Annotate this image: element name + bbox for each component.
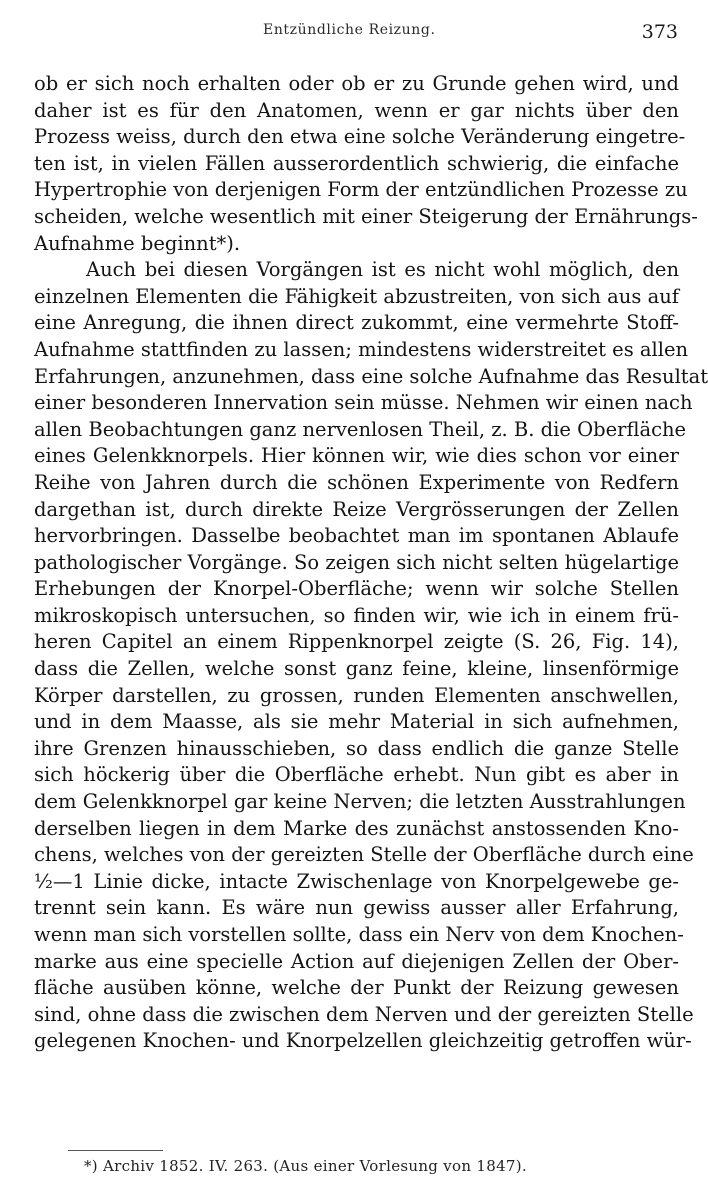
text-line: marke aus eine specielle Action auf diejenigen Zellen der Ober- — [34, 949, 679, 973]
text-line: scheiden, welche wesentlich mit einer Steigerung der Ernährungs- — [34, 204, 698, 228]
text-line: wenn man sich vorstellen sollte, dass ein Nerv von dem Knochen- — [34, 923, 684, 946]
text-line: dass die Zellen, welche sonst ganz feine, kleine, linsenförmige — [34, 657, 679, 681]
text-line: Aufnahme stattfinden zu lassen; mindestens widerstreitet es allen — [34, 337, 689, 361]
text-line: ½—1 Linie dicke, intacte Zwischenlage von Knorpelgewebe ge- — [34, 869, 679, 893]
page-number: 373 — [641, 21, 678, 43]
text-line: sind, ohne dass die zwischen dem Nerven und der gereizten Stelle — [34, 1002, 694, 1026]
paragraph-end-line: Aufnahme beginnt*). — [34, 231, 241, 255]
text-line: eine Anregung, die ihnen direct zukommt, eine vermehrte Stoff- — [34, 311, 679, 335]
text-line: gelegenen Knochen- und Knorpelzellen gleichzeitig getroffen wür- — [34, 1029, 692, 1053]
text-line: dargethan ist, durch direkte Reize Vergrösserungen der Zellen — [34, 497, 679, 521]
text-line: derselben liegen in dem Marke des zunächst anstossenden Kno- — [34, 816, 679, 840]
text-line: Prozess weiss, durch den etwa eine solche Veränderung eingetre- — [34, 125, 686, 149]
text-line: Reihe von Jahren durch die schönen Experimente von Redfern — [34, 470, 679, 494]
running-title: Entzündliche Reizung. — [263, 22, 436, 38]
text-line: einer besonderen Innervation sein müsse. Nehmen wir einen nach — [34, 391, 693, 415]
text-line: und in dem Maasse, als sie mehr Material in sich aufnehmen, — [34, 710, 679, 734]
text-line: eines Gelenkknorpels. Hier können wir, wie dies schon vor einer — [34, 444, 679, 468]
paragraph-start-line: Auch bei diesen Vorgängen ist es nicht wohl möglich, den — [86, 258, 679, 282]
main-text-block — [34, 71, 708, 1055]
text-line: Körper darstellen, zu grossen, runden Elementen anschwellen, — [34, 683, 679, 707]
text-line: hervorbringen. Dasselbe beobachtet man im spontanen Ablaufe — [34, 524, 679, 548]
text-line: daher ist es für den Anatomen, wenn er gar nichts über den — [34, 98, 679, 122]
text-line: pathologischer Vorgänge. So zeigen sich nicht selten hügelartige — [34, 550, 679, 574]
text-line: fläche ausüben könne, welche der Punkt der Reizung gewesen — [34, 976, 679, 1000]
text-line: chens, welches von der gereizten Stelle der Oberfläche durch eine — [34, 843, 694, 867]
footnote-rule — [68, 1150, 163, 1151]
text-line: dem Gelenkknorpel gar keine Nerven; die letzten Ausstrahlungen — [34, 790, 686, 814]
text-line: ten ist, in vielen Fällen ausserordentlich schwierig, die einfache — [34, 151, 679, 175]
text-line: Erhebungen der Knorpel-Oberfläche; wenn wir solche Stellen — [34, 577, 679, 601]
text-line: allen Beobachtungen ganz nervenlosen Theil, z. B. die Oberfläche — [34, 417, 687, 441]
text-line: Erfahrungen, anzunehmen, dass eine solche Aufnahme das Resultat — [34, 364, 708, 388]
text-line: mikroskopisch untersuchen, so finden wir, wie ich in einem frü- — [34, 603, 679, 627]
text-line: sich höckerig über die Oberfläche erhebt. Nun gibt es aber in — [34, 763, 679, 787]
text-line: ihre Grenzen hinausschieben, so dass endlich die ganze Stelle — [34, 736, 679, 760]
text-line: trennt sein kann. Es wäre nun gewiss ausser aller Erfahrung, — [34, 896, 679, 920]
text-line: heren Capitel an einem Rippenknorpel zeigte (S. 26, Fig. 14), — [34, 630, 679, 654]
footnote: *) Archiv 1852. IV. 263. (Aus einer Vorlesung von 1847). — [84, 1157, 527, 1175]
text-line: einzelnen Elementen die Fähigkeit abzustreiten, von sich aus auf — [34, 284, 679, 308]
text-line: Hypertrophie von derjenigen Form der entzündlichen Prozesse zu — [34, 178, 688, 202]
text-line: ob er sich noch erhalten oder ob er zu Grunde gehen wird, und — [34, 72, 679, 95]
running-header — [0, 22, 708, 46]
